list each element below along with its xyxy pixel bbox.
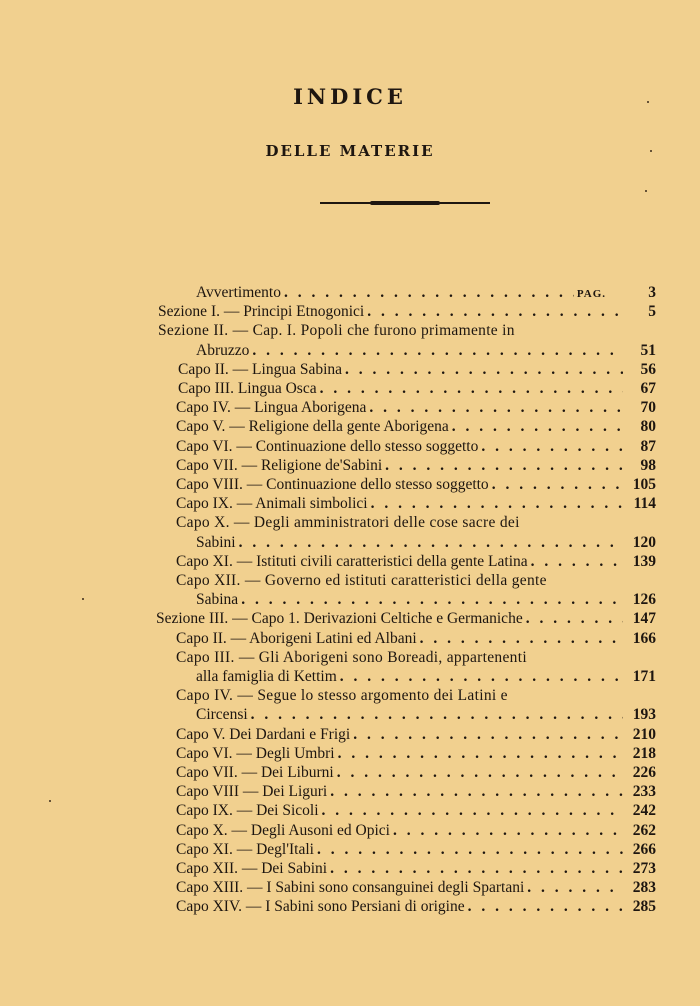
toc-entry-label: Capo X. — Degli Ausoni ed Opici <box>176 821 390 839</box>
toc-entry <box>176 783 656 802</box>
toc-entry-label: Sabini <box>196 533 236 551</box>
toc-entry <box>158 303 656 322</box>
leader-dots <box>527 879 623 897</box>
toc-entry <box>196 342 656 361</box>
toc-entry-page: 87 <box>640 437 656 455</box>
toc-entry-page: 266 <box>632 840 656 858</box>
leader-dots <box>526 610 623 628</box>
toc-entry <box>196 706 656 725</box>
toc-entry-label: Capo XI. — Degl'Itali <box>176 840 314 858</box>
toc-entry-page: 98 <box>640 456 656 474</box>
toc-entry-page: 51 <box>640 341 656 359</box>
toc-entry <box>176 572 656 591</box>
toc-entry-page: 193 <box>632 706 656 724</box>
toc-entry-label: Capo X. — Degli amministratori delle cose sacre dei <box>176 514 520 532</box>
toc-entry <box>176 898 656 917</box>
toc-entry-label: Sezione III. — Capo 1. Derivazioni Celtiche e Germaniche <box>156 610 523 628</box>
leader-dots <box>241 591 623 609</box>
leader-dots <box>252 342 623 360</box>
toc-entry-page: 166 <box>632 629 656 647</box>
speck <box>647 101 649 103</box>
leader-dots <box>371 495 623 513</box>
toc-entry-label: Capo V. Dei Dardani e Frigi <box>176 725 351 743</box>
toc-entry-label: Capo IX. — Dei Sicoli <box>176 802 319 820</box>
toc-entry <box>178 361 656 380</box>
leader-dots <box>284 284 574 302</box>
toc-entry <box>178 380 656 399</box>
toc-entry-label: Sezione I. — Principi Etnogonici <box>158 303 365 321</box>
decorative-rule <box>320 202 490 204</box>
toc-entry-label: Capo VIII — Dei Liguri <box>176 783 328 801</box>
leader-dots <box>531 553 623 571</box>
toc-entry-label: Capo II. — Aborigeni Latini ed Albani <box>176 629 417 647</box>
leader-dots <box>420 630 623 648</box>
toc-entry-label: Capo IV. — Segue lo stesso argomento dei Latini e <box>176 687 508 705</box>
toc-entry-page: 56 <box>640 360 656 378</box>
toc-entry <box>196 284 656 303</box>
toc-entry <box>176 649 656 668</box>
toc-entry <box>176 630 656 649</box>
leader-dots <box>337 764 623 782</box>
toc-entry <box>176 438 656 457</box>
toc-entry-label: Capo IV. — Lingua Aborigena <box>176 399 367 417</box>
toc-entry <box>196 668 656 687</box>
leader-dots <box>330 860 623 878</box>
toc-entry-label: Capo XIII. — I Sabini sono consanguinei degli Spartani <box>176 879 525 897</box>
toc-entry-label: Capo XI. — Istituti civili caratteristici della gente Latina <box>176 552 528 570</box>
toc-entry-page: 126 <box>632 591 656 609</box>
page-title: INDICE <box>293 84 407 109</box>
speck <box>49 800 51 802</box>
toc-entry-page: 3 <box>648 284 656 301</box>
toc-entry <box>176 764 656 783</box>
toc-entry-page: 283 <box>632 879 656 897</box>
toc-entry <box>156 610 656 629</box>
toc-entry-page: 226 <box>632 764 656 781</box>
toc-entry-label: Capo XII. — Dei Sabini <box>176 860 328 877</box>
toc-entry <box>176 726 656 745</box>
leader-dots <box>239 534 623 552</box>
toc-entry-label: Avvertimento <box>196 284 281 301</box>
toc-entry-label: Capo VII. — Dei Liburni <box>176 764 334 781</box>
toc-entry-label: Sabina <box>196 591 239 609</box>
page-marker: PAG. <box>576 288 606 300</box>
toc-entry-page: 171 <box>632 668 656 685</box>
leader-dots <box>492 476 623 494</box>
leader-dots <box>338 745 623 763</box>
toc-entry-label: Capo VI. — Continuazione dello stesso soggetto <box>176 437 479 455</box>
toc-entry-label: Capo III. Lingua Osca <box>178 380 317 397</box>
toc-entry <box>176 879 656 898</box>
toc-entry-page: 210 <box>632 725 656 743</box>
toc-entry-label: Capo IX. — Animali simbolici <box>176 495 368 513</box>
leader-dots <box>367 303 623 321</box>
speck <box>82 598 84 600</box>
toc-entry-page: 120 <box>632 533 656 551</box>
toc-entry-page: 80 <box>640 418 656 436</box>
toc-entry <box>196 534 656 553</box>
leader-dots <box>353 726 623 744</box>
toc-entry-label: Sezione II. — Cap. I. Popoli che furono primamente in <box>158 322 515 340</box>
leader-dots <box>320 380 623 398</box>
toc-entry <box>176 457 656 476</box>
leader-dots <box>468 898 623 916</box>
toc-entry <box>158 322 656 341</box>
toc-entry-page: 285 <box>632 898 656 916</box>
toc-entry-page: 273 <box>632 860 656 877</box>
leader-dots <box>345 361 623 379</box>
toc-entry-label: Capo VI. — Degli Umbri <box>176 744 335 762</box>
toc-entry-page: 139 <box>632 552 656 570</box>
toc-entry <box>176 822 656 841</box>
toc-entry-label: Capo XIV. — I Sabini sono Persiani di origine <box>176 898 465 916</box>
toc-entry-page: 67 <box>640 380 656 397</box>
toc-entry <box>176 495 656 514</box>
toc-entry-label: alla famiglia di Kettim <box>196 668 337 685</box>
toc-entry-page: 218 <box>632 744 656 762</box>
speck <box>645 190 647 192</box>
toc-entry <box>176 745 656 764</box>
leader-dots <box>251 706 623 724</box>
toc-entry-page: 105 <box>632 476 656 493</box>
toc-entry-page: 242 <box>632 802 656 820</box>
page-subtitle: DELLE MATERIE <box>265 142 435 160</box>
leader-dots <box>385 457 623 475</box>
leader-dots <box>317 841 623 859</box>
leader-dots <box>393 822 623 840</box>
leader-dots <box>322 802 624 820</box>
toc-entry <box>176 687 656 706</box>
toc-entry-label: Capo II. — Lingua Sabina <box>178 360 343 378</box>
leader-dots <box>369 399 623 417</box>
toc-entry <box>176 841 656 860</box>
toc-entry-page: 114 <box>633 495 656 513</box>
leader-dots <box>481 438 623 456</box>
toc-entry-label: Capo V. — Religione della gente Aborigena <box>176 418 449 436</box>
speck <box>650 150 652 152</box>
toc-entry-label: Capo XII. — Governo ed istituti caratteristici della gente <box>176 572 547 589</box>
toc-entry-label: Capo VIII. — Continuazione dello stesso soggetto <box>176 476 489 493</box>
toc-entry <box>176 553 656 572</box>
toc-entry-page: 5 <box>648 303 656 321</box>
leader-dots <box>340 668 623 686</box>
leader-dots <box>330 783 623 801</box>
toc-entry-label: Capo III. — Gli Aborigeni sono Boreadi, appartenenti <box>176 648 527 666</box>
toc-entry <box>176 514 656 533</box>
leader-dots <box>452 418 623 436</box>
toc-entry-label: Capo VII. — Religione de'Sabini <box>176 456 383 474</box>
toc-entry <box>176 418 656 437</box>
toc-entry <box>176 860 656 879</box>
toc-entry-label: Circensi <box>196 706 248 724</box>
toc-entry-page: 262 <box>632 821 656 839</box>
toc-entry-page: 147 <box>632 610 656 628</box>
toc-entry-page: 233 <box>632 783 656 801</box>
toc-entry-label: Abruzzo <box>196 341 250 359</box>
toc-entry <box>176 802 656 821</box>
toc-entry <box>176 476 656 495</box>
toc-entry <box>176 399 656 418</box>
toc-entry <box>196 591 656 610</box>
toc-entry-page: 70 <box>640 399 656 417</box>
